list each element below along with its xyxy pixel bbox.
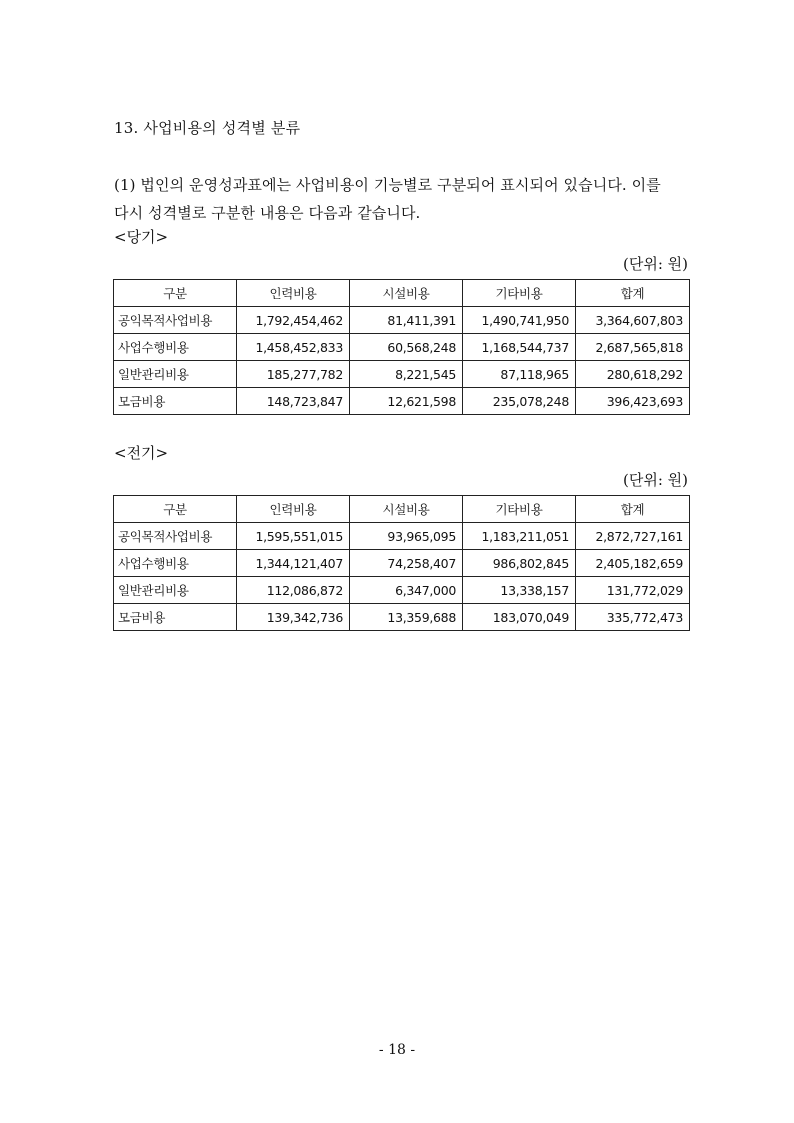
cell-total: 396,423,693 — [576, 388, 690, 415]
cell-other: 235,078,248 — [463, 388, 576, 415]
cell-other: 13,338,157 — [463, 577, 576, 604]
cell-personnel: 112,086,872 — [237, 577, 350, 604]
table-header-row — [114, 496, 690, 523]
header-category: 구분 — [114, 280, 237, 307]
table-header-row — [114, 280, 690, 307]
header-total: 합계 — [576, 496, 690, 523]
row-label: 사업수행비용 — [114, 550, 237, 577]
table-row — [114, 334, 690, 361]
header-other: 기타비용 — [463, 280, 576, 307]
cell-facility: 12,621,598 — [350, 388, 463, 415]
cell-personnel: 1,344,121,407 — [237, 550, 350, 577]
cell-personnel: 185,277,782 — [237, 361, 350, 388]
intro-paragraph — [114, 171, 692, 227]
header-other: 기타비용 — [463, 496, 576, 523]
cell-other: 183,070,049 — [463, 604, 576, 631]
intro-line: 다시 성격별로 구분한 내용은 다음과 같습니다. — [114, 204, 421, 222]
table-row — [114, 361, 690, 388]
prior-period-label: <전기> — [114, 444, 169, 462]
cell-personnel: 148,723,847 — [237, 388, 350, 415]
cell-personnel: 1,458,452,833 — [237, 334, 350, 361]
header-facility: 시설비용 — [350, 496, 463, 523]
cell-facility: 81,411,391 — [350, 307, 463, 334]
page-number: - 18 - — [378, 1042, 416, 1058]
header-personnel: 인력비용 — [237, 280, 350, 307]
cell-other: 1,183,211,051 — [463, 523, 576, 550]
header-facility: 시설비용 — [350, 280, 463, 307]
cell-facility: 93,965,095 — [350, 523, 463, 550]
cell-total: 280,618,292 — [576, 361, 690, 388]
cell-other: 986,802,845 — [463, 550, 576, 577]
cell-facility: 6,347,000 — [350, 577, 463, 604]
cell-facility: 74,258,407 — [350, 550, 463, 577]
header-category: 구분 — [114, 496, 237, 523]
table-row — [114, 523, 690, 550]
cell-other: 1,490,741,950 — [463, 307, 576, 334]
cell-facility: 13,359,688 — [350, 604, 463, 631]
prior-unit-label: (단위: 원) — [623, 471, 688, 489]
cell-total: 2,405,182,659 — [576, 550, 690, 577]
cell-other: 87,118,965 — [463, 361, 576, 388]
table-row — [114, 307, 690, 334]
row-label: 공익목적사업비용 — [114, 307, 237, 334]
current-period-label: <당기> — [114, 228, 169, 246]
cell-total: 2,687,565,818 — [576, 334, 690, 361]
cell-total: 3,364,607,803 — [576, 307, 690, 334]
table-row — [114, 388, 690, 415]
cell-facility: 60,568,248 — [350, 334, 463, 361]
row-label: 모금비용 — [114, 388, 237, 415]
row-label: 일반관리비용 — [114, 361, 237, 388]
cell-personnel: 1,595,551,015 — [237, 523, 350, 550]
row-label: 사업수행비용 — [114, 334, 237, 361]
table-row — [114, 577, 690, 604]
header-personnel: 인력비용 — [237, 496, 350, 523]
row-label: 일반관리비용 — [114, 577, 237, 604]
cell-total: 131,772,029 — [576, 577, 690, 604]
cell-other: 1,168,544,737 — [463, 334, 576, 361]
row-label: 모금비용 — [114, 604, 237, 631]
current-period-table — [113, 279, 690, 415]
current-unit-label: (단위: 원) — [623, 255, 688, 273]
cell-total: 335,772,473 — [576, 604, 690, 631]
row-label: 공익목적사업비용 — [114, 523, 237, 550]
cell-total: 2,872,727,161 — [576, 523, 690, 550]
cell-personnel: 1,792,454,462 — [237, 307, 350, 334]
cell-personnel: 139,342,736 — [237, 604, 350, 631]
table-row — [114, 604, 690, 631]
table-row — [114, 550, 690, 577]
header-total: 합계 — [576, 280, 690, 307]
section-title: 13. 사업비용의 성격별 분류 — [114, 119, 301, 137]
intro-line: (1) 법인의 운영성과표에는 사업비용이 기능별로 구분되어 표시되어 있습니다. 이를 — [114, 176, 661, 194]
prior-period-table — [113, 495, 690, 631]
cell-facility: 8,221,545 — [350, 361, 463, 388]
